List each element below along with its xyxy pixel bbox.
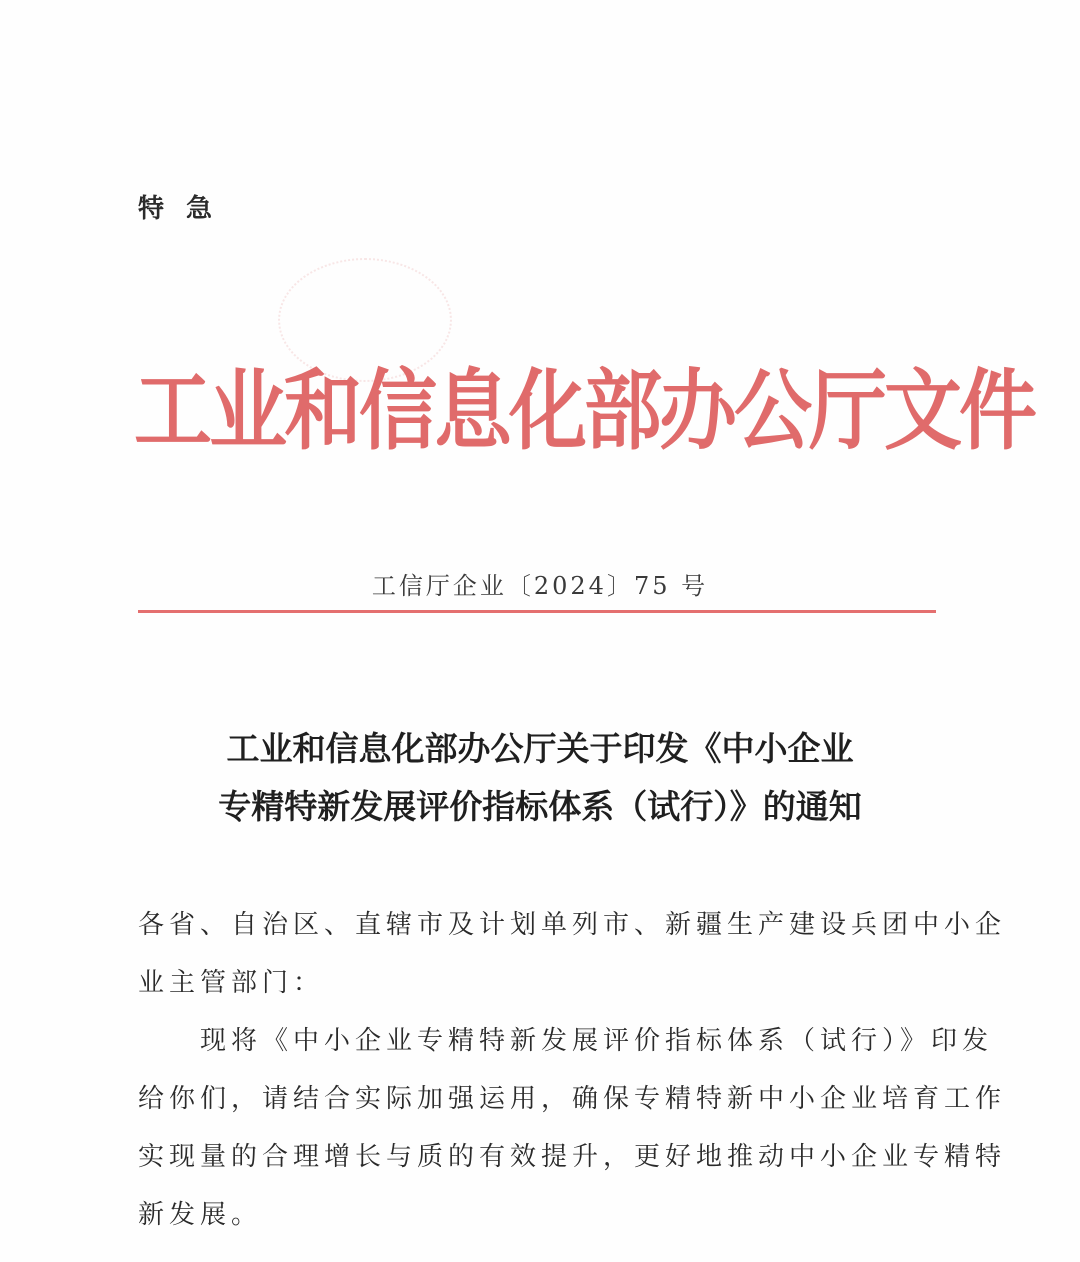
- document-number: 工信厅企业〔2024〕75 号: [371, 572, 709, 600]
- paragraph-line-4: 新发展。: [138, 1200, 263, 1230]
- title-line-1: 工业和信息化部办公厅关于印发《中小企业: [226, 729, 854, 768]
- salutation-line-2: 业主管部门：: [138, 968, 325, 998]
- red-divider-line: [138, 610, 936, 613]
- salutation-line-1: 各省、自治区、直辖市及计划单列市、新疆生产建设兵团中小企: [138, 910, 1007, 940]
- document-title: [150, 720, 930, 836]
- paragraph-line-3: 实现量的合理增长与质的有效提升，更好地推动中小企业专精特: [138, 1142, 1007, 1172]
- title-line-2: 专精特新发展评价指标体系（试行）》的通知: [218, 787, 862, 826]
- issuer-masthead: 工业和信息化部办公厅文件: [134, 360, 1035, 463]
- document-body: [138, 896, 1007, 1244]
- urgency-label: 特急: [138, 194, 235, 224]
- paragraph-line-1: 现将《中小企业专精特新发展评价指标体系（试行）》印发: [200, 1026, 994, 1056]
- paragraph-line-2: 给你们，请结合实际加强运用，确保专精特新中小企业培育工作: [138, 1084, 1007, 1114]
